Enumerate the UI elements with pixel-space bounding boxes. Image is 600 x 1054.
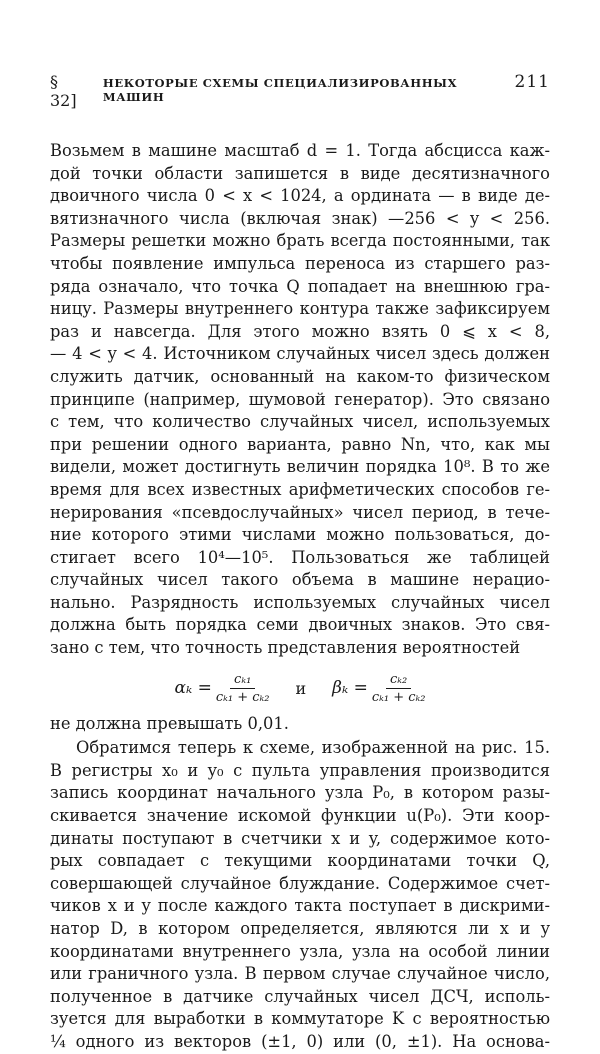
text-line: время для всех известных арифметических способов ге- [50,479,550,499]
text-line: при решении одного варианта, равно Nn, что, как мы [50,434,550,454]
text-line: должна быть порядка семи двоичных знаков. Это свя- [50,615,550,635]
text-line: двоичного числа 0 < x < 1024, а ордината — в виде де- [50,186,550,206]
running-head [50,72,550,110]
text-line: не должна превышать 0,01. [50,713,289,733]
text-line: ницу. Размеры внутреннего контура также зафиксируем [50,299,550,319]
text-line: чиков x и y после каждого такта поступает в дискрими- [50,896,550,916]
section-number: § 32] [50,72,77,110]
text-line: ние которого этими числами можно пользоваться, до- [50,525,550,545]
alpha-lhs: αₖ = [174,678,212,699]
text-line: или граничного узла. В первом случае случайное число, [50,964,550,984]
alpha-numerator: cₖ₁ [230,672,255,689]
paragraph-2 [50,737,550,1053]
text-line: зуется для выработки в коммутаторе K с вероятностью [50,1009,550,1029]
text-line: дой точки области запишется в виде десятизначного [50,163,550,183]
book-page [50,72,550,1054]
beta-lhs: βₖ = [332,678,368,699]
text-line: натор D, в котором определяется, являются ли x и y [50,919,550,938]
text-line: запись координат начального узла P₀, в котором разы- [50,783,550,803]
text-line: стигает всего 10⁴—10⁵. Пользоваться же таблицей [50,547,550,567]
alpha-denominator: cₖ₁ + cₖ₂ [215,689,270,705]
text-line: с тем, что количество случайных чисел, используемых [50,412,550,432]
beta-denominator: cₖ₁ + cₖ₂ [371,689,426,705]
beta-formula [332,672,425,705]
formula-conjunction: и [295,678,307,698]
text-line: скивается значение искомой функции u(P₀). Эти коор- [50,806,550,826]
text-line: Размеры решетки можно брать всегда постоянными, так [50,231,550,251]
text-line: видели, может достигнуть величин порядка 10⁸. В то же [50,457,550,477]
text-line: рых совпадает с текущими координатами точки Q, [50,851,550,871]
text-line: зано с тем, что точность представления вероятностей [50,638,521,658]
text-line: чтобы появление импульса переноса из старшего раз- [50,253,550,273]
probability-formula [50,672,550,705]
text-line: ряда означало, что точка Q попадает на внешнюю гра- [50,276,550,296]
beta-fraction [372,672,426,705]
chapter-title: НЕКОТОРЫЕ СХЕМЫ СПЕЦИАЛИЗИРОВАННЫХ МАШИН [102,76,458,104]
text-line: раз и навсегда. Для этого можно взять 0 ⩽ x < 8, [50,321,550,341]
text-line: служить датчик, основанный на каком-то физическом [50,366,550,386]
text-line: полученное в датчике случайных чисел ДСЧ, исполь- [50,986,550,1006]
alpha-fraction [216,672,270,705]
running-head-left [50,72,515,110]
text-line: нально. Разрядность используемых случайных чисел [50,592,550,612]
page-number: 211 [514,72,550,92]
text-line: динаты поступают в счетчики x и y, содержимое кото- [50,828,550,848]
text-line: Возьмем в машине масштаб d = 1. Тогда абсцисса каж- [50,141,550,160]
after-formula-text [50,713,550,736]
text-line: случайных чисел такого объема в машине нерацио- [50,570,550,590]
paragraph-1 [50,140,550,660]
text-line: нерирования «псевдослучайных» чисел период, в тече- [50,502,550,522]
alpha-formula [175,672,270,705]
text-line: ¼ одного из векторов (±1, 0) или (0, ±1). На основа- [50,1031,550,1051]
text-line: принципе (например, шумовой генератор). Это связано [50,389,550,409]
text-line: вятизначного числа (включая знак) —256 < y < 256. [50,208,550,228]
beta-numerator: cₖ₂ [386,672,411,689]
text-line: координатами внутреннего узла, узла на особой линии [50,941,550,961]
text-line: В регистры x₀ и y₀ с пульта управления производится [50,760,550,780]
text-line: совершающей случайное блуждание. Содержимое счет- [50,873,550,893]
text-line: Обратимся теперь к схеме, изображенной на рис. 15. [76,738,550,758]
text-line: — 4 < y < 4. Источником случайных чисел здесь должен [50,344,550,364]
